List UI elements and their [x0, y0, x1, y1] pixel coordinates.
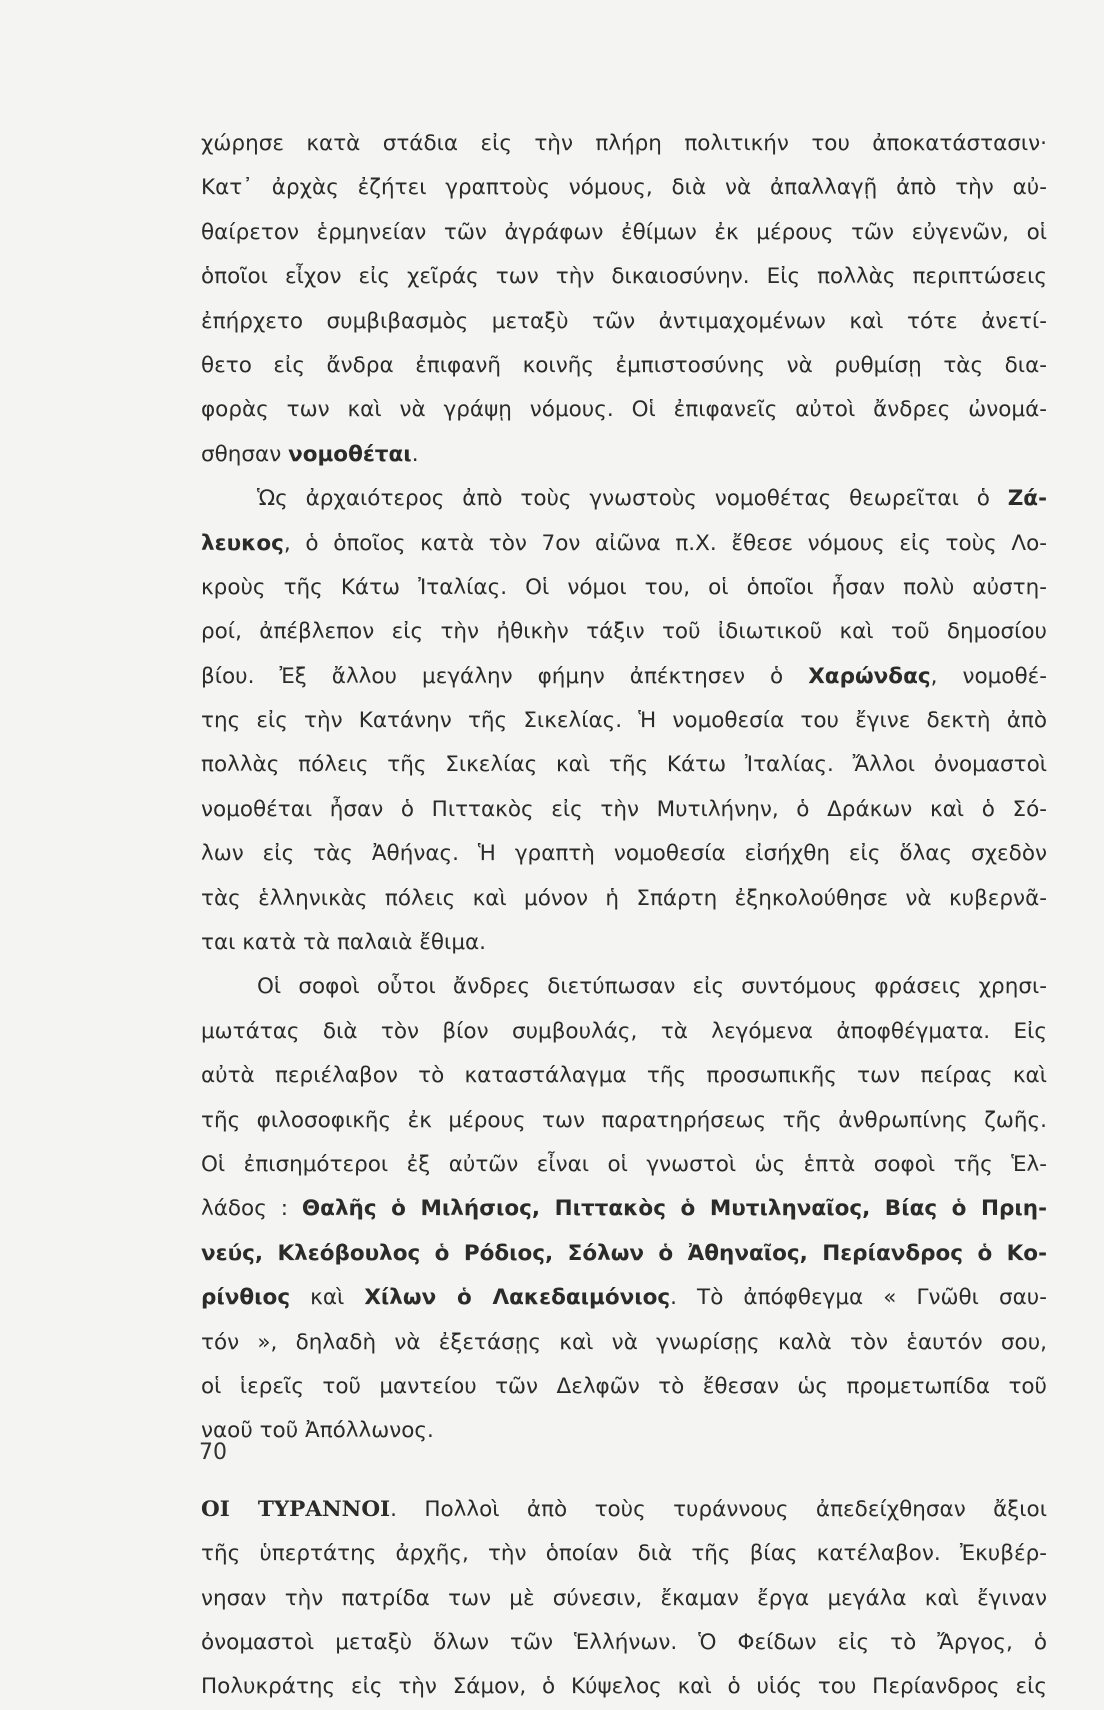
line-text: . Πολλοὶ ἀπὸ τοὺς τυράννους ἀπεδείχθησαν ἄξιοι — [390, 1496, 1047, 1522]
text-line — [201, 1010, 1047, 1054]
text-line — [201, 655, 1047, 699]
line-text: θετο εἰς ἄνδρα ἐπιφανῆ κοινῆς ἐμπιστοσύνης νὰ ρυθμίσῃ τὰς δια- — [201, 352, 1047, 378]
line-text: ναοῦ τοῦ Ἀπόλλωνος. — [201, 1418, 434, 1444]
bold-term: Χίλων ὁ Λακεδαιμόνιος — [364, 1285, 671, 1311]
text-line — [201, 255, 1047, 299]
text-line — [201, 122, 1047, 166]
text-line — [201, 1321, 1047, 1365]
line-text: ται κατὰ τὰ παλαιὰ ἔθιμα. — [201, 930, 487, 956]
text-line — [201, 344, 1047, 388]
line-text: Οἱ σοφοὶ οὗτοι ἄνδρες διετύπωσαν εἰς συντόμους φράσεις χρησι- — [257, 974, 1047, 1000]
bold-term: Θαλῆς ὁ Μιλήσιος, Πιττακὸς ὁ Μυτιληναῖος, Βίας ὁ Πριη- — [301, 1196, 1047, 1222]
line-text: σθησαν — [201, 441, 289, 467]
line-text: Ὡς ἀρχαιότερος ἀπὸ τοὺς γνωστοὺς νομοθέτας θεωρεῖται ὁ — [257, 486, 1008, 512]
text-line — [201, 1365, 1047, 1409]
line-text: λάδος : — [201, 1196, 302, 1222]
bold-term: Ζά- — [1007, 486, 1047, 512]
line-text: . — [411, 441, 419, 467]
line-text: νομοθέται ἦσαν ὁ Πιττακὸς εἰς τὴν Μυτιλήνην, ὁ Δράκων καὶ ὁ Σό- — [201, 796, 1047, 822]
text-line — [201, 1232, 1047, 1276]
text-line — [201, 211, 1047, 255]
text-line — [201, 921, 1047, 965]
line-text: . Τὸ ἀπόφθεγμα « Γνῶθι σαυ- — [670, 1285, 1047, 1311]
line-text: Οἱ ἐπισημότεροι ἐξ αὐτῶν εἶναι οἱ γνωστοὶ ὡς ἑπτὰ σοφοὶ τῆς Ἑλ- — [201, 1151, 1047, 1177]
line-text: λων εἰς τὰς Ἀθήνας. Ἡ γραπτὴ νομοθεσία εἰσήχθη εἰς ὅλας σχεδὸν — [201, 841, 1047, 867]
text-line — [201, 965, 1047, 1009]
line-text: ὀνομαστοὶ μεταξὺ ὅλων τῶν Ἑλλήνων. Ὁ Φείδων εἰς τὸ Ἄργος, ὁ — [201, 1629, 1047, 1655]
text-line — [201, 1143, 1047, 1187]
text-line — [201, 300, 1047, 344]
text-line — [201, 1665, 1047, 1709]
text-line — [201, 166, 1047, 210]
line-text: τῆς φιλοσοφικῆς ἐκ μέρους των παρατηρήσεως τῆς ἀνθρωπίνης ζωῆς. — [201, 1107, 1047, 1133]
text-line — [201, 877, 1047, 921]
text-line — [201, 388, 1047, 432]
text-line — [201, 1621, 1047, 1665]
text-line — [201, 1054, 1047, 1098]
line-text: βίου. Ἐξ ἄλλου μεγάλην φήμην ἀπέκτησεν ὁ — [201, 663, 809, 689]
text-line — [201, 1187, 1047, 1231]
text-line — [201, 1409, 1047, 1453]
bold-term: ρίνθιος — [201, 1285, 291, 1311]
line-text: της εἰς τὴν Κατάνην τῆς Σικελίας. Ἡ νομοθεσία του ἔγινε δεκτὴ ἀπὸ — [201, 708, 1047, 734]
line-text: θαίρετον ἑρμηνείαν τῶν ἀγράφων ἐθίμων ἐκ μέρους τῶν εὐγενῶν, οἱ — [201, 219, 1047, 245]
text-line — [201, 433, 1047, 477]
line-text: μωτάτας διὰ τὸν βίον συμβουλάς, τὰ λεγόμενα ἀποφθέγματα. Εἰς — [201, 1018, 1047, 1044]
line-text: φορὰς των καὶ νὰ γράψῃ νόμους. Οἱ ἐπιφανεῖς αὐτοὶ ἄνδρες ὠνομά- — [201, 397, 1047, 423]
line-text: τὰς ἑλληνικὰς πόλεις καὶ μόνον ἡ Σπάρτη ἐξηκολούθησε νὰ κυβερνᾶ- — [201, 885, 1047, 911]
text-line — [201, 566, 1047, 610]
line-text: ροί, ἀπέβλεπον εἰς τὴν ἠθικὴν τάξιν τοῦ ἰδιωτικοῦ καὶ τοῦ δημοσίου — [201, 619, 1047, 645]
text-line — [201, 1532, 1047, 1576]
text-line — [201, 1488, 1047, 1532]
text-line — [201, 610, 1047, 654]
text-line — [201, 477, 1047, 521]
bold-term: λευκος — [201, 530, 284, 556]
text-line — [201, 1099, 1047, 1143]
body-text — [201, 122, 1047, 1710]
line-text: Πολυκράτης εἰς τὴν Σάμον, ὁ Κύψελος καὶ ὁ υἱός του Περίανδρος εἰς — [201, 1674, 1047, 1700]
line-text: καὶ — [290, 1285, 365, 1311]
bold-term: νεύς, Κλεόβουλος ὁ Ρόδιος, Σόλων ὁ Ἀθηναῖος, Περίανδρος ὁ Κο- — [201, 1240, 1047, 1266]
text-line — [201, 832, 1047, 876]
text-line — [201, 522, 1047, 566]
bold-term: νομοθέται — [288, 441, 412, 467]
text-line — [201, 743, 1047, 787]
bold-term: Χαρώνδας — [808, 663, 931, 689]
line-text: νησαν τὴν πατρίδα των μὲ σύνεσιν, ἔκαμαν ἔργα μεγάλα καὶ ἔγιναν — [201, 1585, 1047, 1611]
line-text: κροὺς τῆς Κάτω Ἰταλίας. Οἱ νόμοι του, οἱ ὁποῖοι ἦσαν πολὺ αὐστη- — [201, 574, 1047, 600]
line-text: τῆς ὑπερτάτης ἀρχῆς, τὴν ὁποίαν διὰ τῆς βίας κατέλαβον. Ἐκυβέρ- — [201, 1541, 1047, 1567]
line-text: πολλὰς πόλεις τῆς Σικελίας καὶ τῆς Κάτω Ἰταλίας. Ἄλλοι ὀνομαστοὶ — [201, 752, 1047, 778]
line-text: αὐτὰ περιέλαβον τὸ καταστάλαγμα τῆς προσωπικῆς των πείρας καὶ — [201, 1063, 1047, 1089]
line-text: , ὁ ὁποῖος κατὰ τὸν 7ον αἰῶνα π.Χ. ἔθεσε νόμους εἰς τοὺς Λο- — [283, 530, 1047, 556]
section-heading: ΟΙ ΤΥΡΑΝΝΟΙ — [201, 1496, 391, 1522]
line-text: οἱ ἱερεῖς τοῦ μαντείου τῶν Δελφῶν τὸ ἔθεσαν ὡς προμετωπίδα τοῦ — [201, 1373, 1047, 1399]
line-text: , νομοθέ- — [930, 663, 1047, 689]
line-text: ἐπήρχετο συμβιβασμὸς μεταξὺ τῶν ἀντιμαχομένων καὶ τότε ἀνετί- — [201, 308, 1047, 334]
line-text: Κατ᾽ ἀρχὰς ἐζήτει γραπτοὺς νόμους, διὰ νὰ ἀπαλλαγῇ ἀπὸ τὴν αὐ- — [201, 175, 1047, 201]
text-line — [201, 1577, 1047, 1621]
text-line — [201, 1276, 1047, 1320]
page-number: 70 — [199, 1440, 227, 1465]
line-text: ὁποῖοι εἶχον εἰς χεῖράς των τὴν δικαιοσύνην. Εἰς πολλὰς περιπτώσεις — [201, 264, 1047, 290]
line-text: τόν », δηλαδὴ νὰ ἐξετάσῃς καὶ νὰ γνωρίσῃς καλὰ τὸν ἑαυτόν σου, — [201, 1329, 1047, 1355]
text-line — [201, 788, 1047, 832]
text-line — [201, 699, 1047, 743]
line-text: χώρησε κατὰ στάδια εἰς τὴν πλήρη πολιτικήν του ἀποκατάστασιν· — [201, 131, 1047, 156]
